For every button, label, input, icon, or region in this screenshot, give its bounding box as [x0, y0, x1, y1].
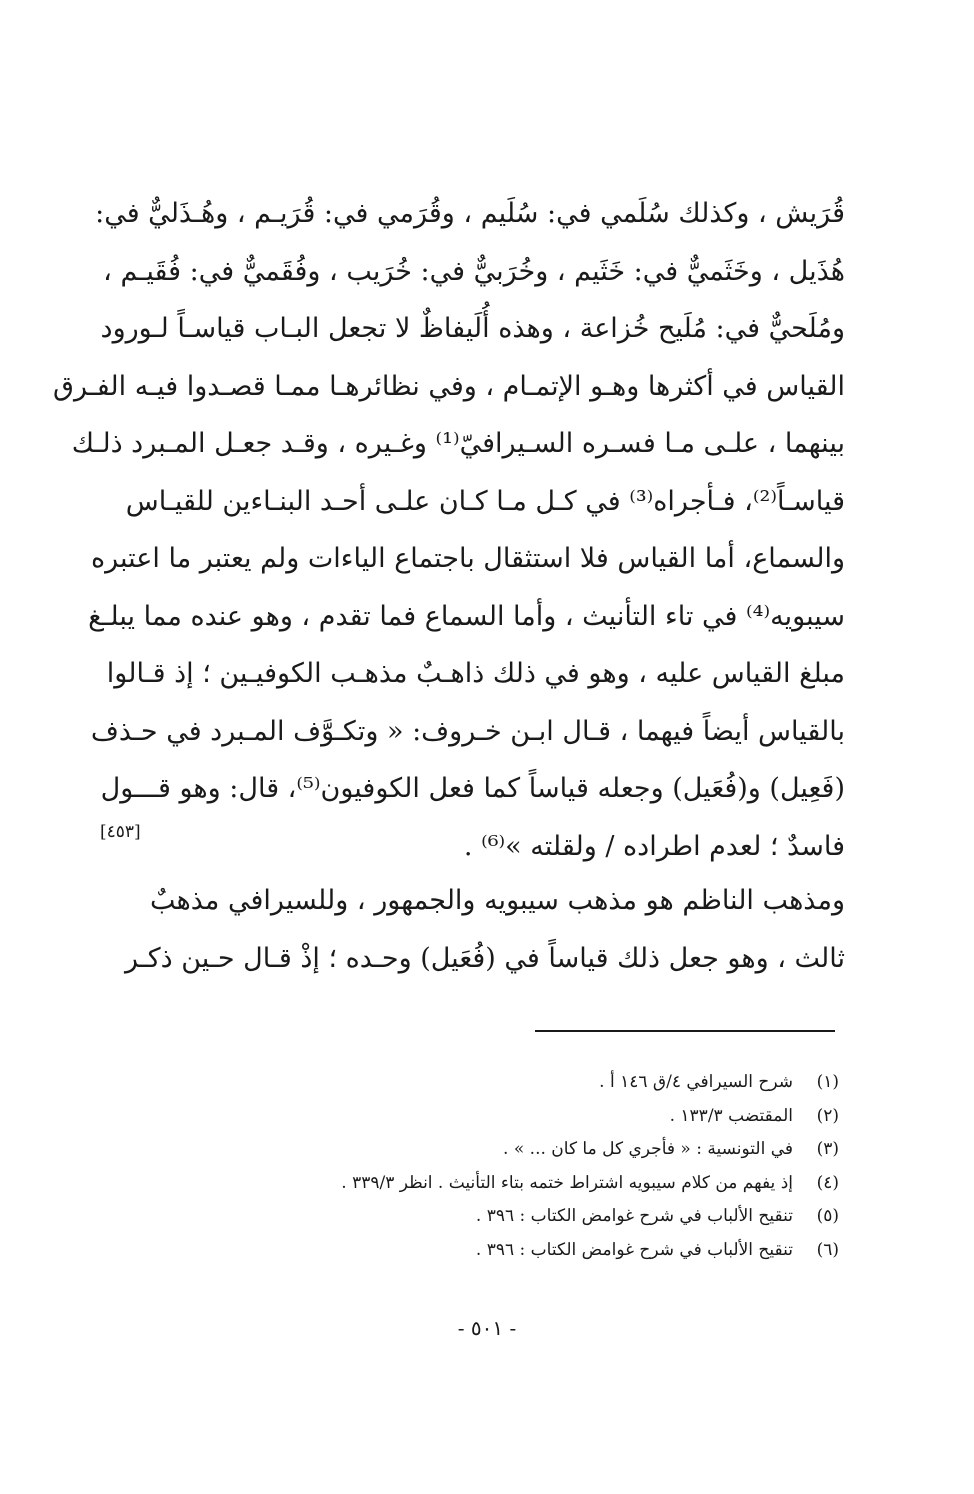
text-line: قياسـاً⁽²⁾، فـأجراه⁽³⁾ في كـل مـا كـان علـى أحـد البنـاءين للقيـاس — [125, 485, 845, 517]
footnote-number: (٢) — [816, 1105, 839, 1126]
margin-page-reference: [٤٥٣] — [100, 822, 141, 842]
text-line: بينهما ، علـى مـا فسـره السـيرافيّ⁽¹⁾ وغـيره ، وقـد جعـل المـبرد ذلـك — [71, 428, 845, 459]
text-line: قُرَيش ، وكذلك سُلَمي في: سُلَيم ، وقُرَمي في: قُرَيـم ، وهُـذَليٌّ في: — [95, 198, 845, 229]
text-line: ثالث ، وهو جعل ذلك قياساً في (فُعَيل) وحـده ؛ إذْ قـال حـين ذكـر — [124, 942, 845, 974]
page-number: - ٥٠١ - — [457, 1316, 517, 1340]
text-line: مبلغ القياس عليه ، وهو في ذلك ذاهـبٌ مذهـب الكوفيـين ؛ إذ قـالوا — [106, 658, 845, 689]
text-line: والسماع، أما القياس فلا استثقال باجتماع الياءات ولم يعتبر ما اعتبره — [90, 543, 845, 574]
text-line: بالقياس أيضاً فيهما ، قـال ابـن خـروف: « وتكـوَّف المـبرد في حـذف — [90, 715, 845, 747]
footnote-number: (٦) — [816, 1239, 839, 1260]
footnotes — [239, 1066, 839, 1267]
footnote-item — [239, 1167, 839, 1201]
footnote-text: شرح السيرافي ٤/ق ١٤٦ أ . — [599, 1072, 793, 1092]
footnote-number: (٤) — [816, 1172, 839, 1193]
text-line: (فَعِيل) و(فُعَيل) وجعله قياساً كما فعل الكوفيون⁽⁵⁾، قال: وهو قـــول — [100, 773, 845, 804]
footnote-text: المقتضب ١٣٣/٣ . — [669, 1105, 793, 1126]
footnote-item — [239, 1133, 839, 1167]
footnote-item — [239, 1066, 839, 1100]
footnote-item — [239, 1200, 839, 1234]
text-line: ومذهب الناظم هو مذهب سيبويه والجمهور ، وللسيرافي مذهبٌ — [150, 885, 845, 916]
footnote-text: إذ يفهم من كلام سيبويه اشتراط ختمه بتاء التأنيث . انظر ٣٣٩/٣ . — [341, 1172, 793, 1193]
footnote-number: (٥) — [816, 1206, 839, 1226]
text-line: فاسدٌ ؛ لعدم اطراده / ولقلته »⁽⁶⁾ . — [463, 830, 845, 862]
footnote-item — [239, 1234, 839, 1268]
footnote-number: (١) — [816, 1072, 839, 1092]
footnote-text: تنقيح الألباب في شرح غوامض الكتاب : ٣٩٦ . — [475, 1239, 793, 1260]
footnote-separator — [535, 1030, 835, 1032]
second-paragraph — [124, 872, 845, 987]
text-line: القياس في أكثرها وهـو الإتمـام ، وفي نظائرهـا ممـا قصـدوا فيـه الفـرق — [53, 370, 845, 402]
text-line: هُذَيل ، وخَثَميٌّ في: خَثَيم ، وخُرَبيٌّ في: خُرَيب ، وفُقَميٌّ في: فُقَيـم ، — [103, 255, 845, 287]
text-line: سيبويه⁽⁴⁾ في تاء التأنيث ، وأما السماع فما تقدم ، وهو عنده مما يبلـغ — [88, 600, 845, 632]
footnote-text: في التونسية : « فأجري كل ما كان ... » . — [503, 1139, 793, 1159]
footnote-text: تنقيح الألباب في شرح غوامض الكتاب : ٣٩٦ . — [475, 1206, 793, 1226]
text-line: ومُلَحيٌّ في: مُلَيح خُزاعة ، وهذه أُلَيفاظٌ لا تجعل البـاب قياسـاً لـورود — [100, 313, 845, 344]
footnote-number: (٣) — [816, 1139, 839, 1159]
footnote-item — [239, 1100, 839, 1134]
